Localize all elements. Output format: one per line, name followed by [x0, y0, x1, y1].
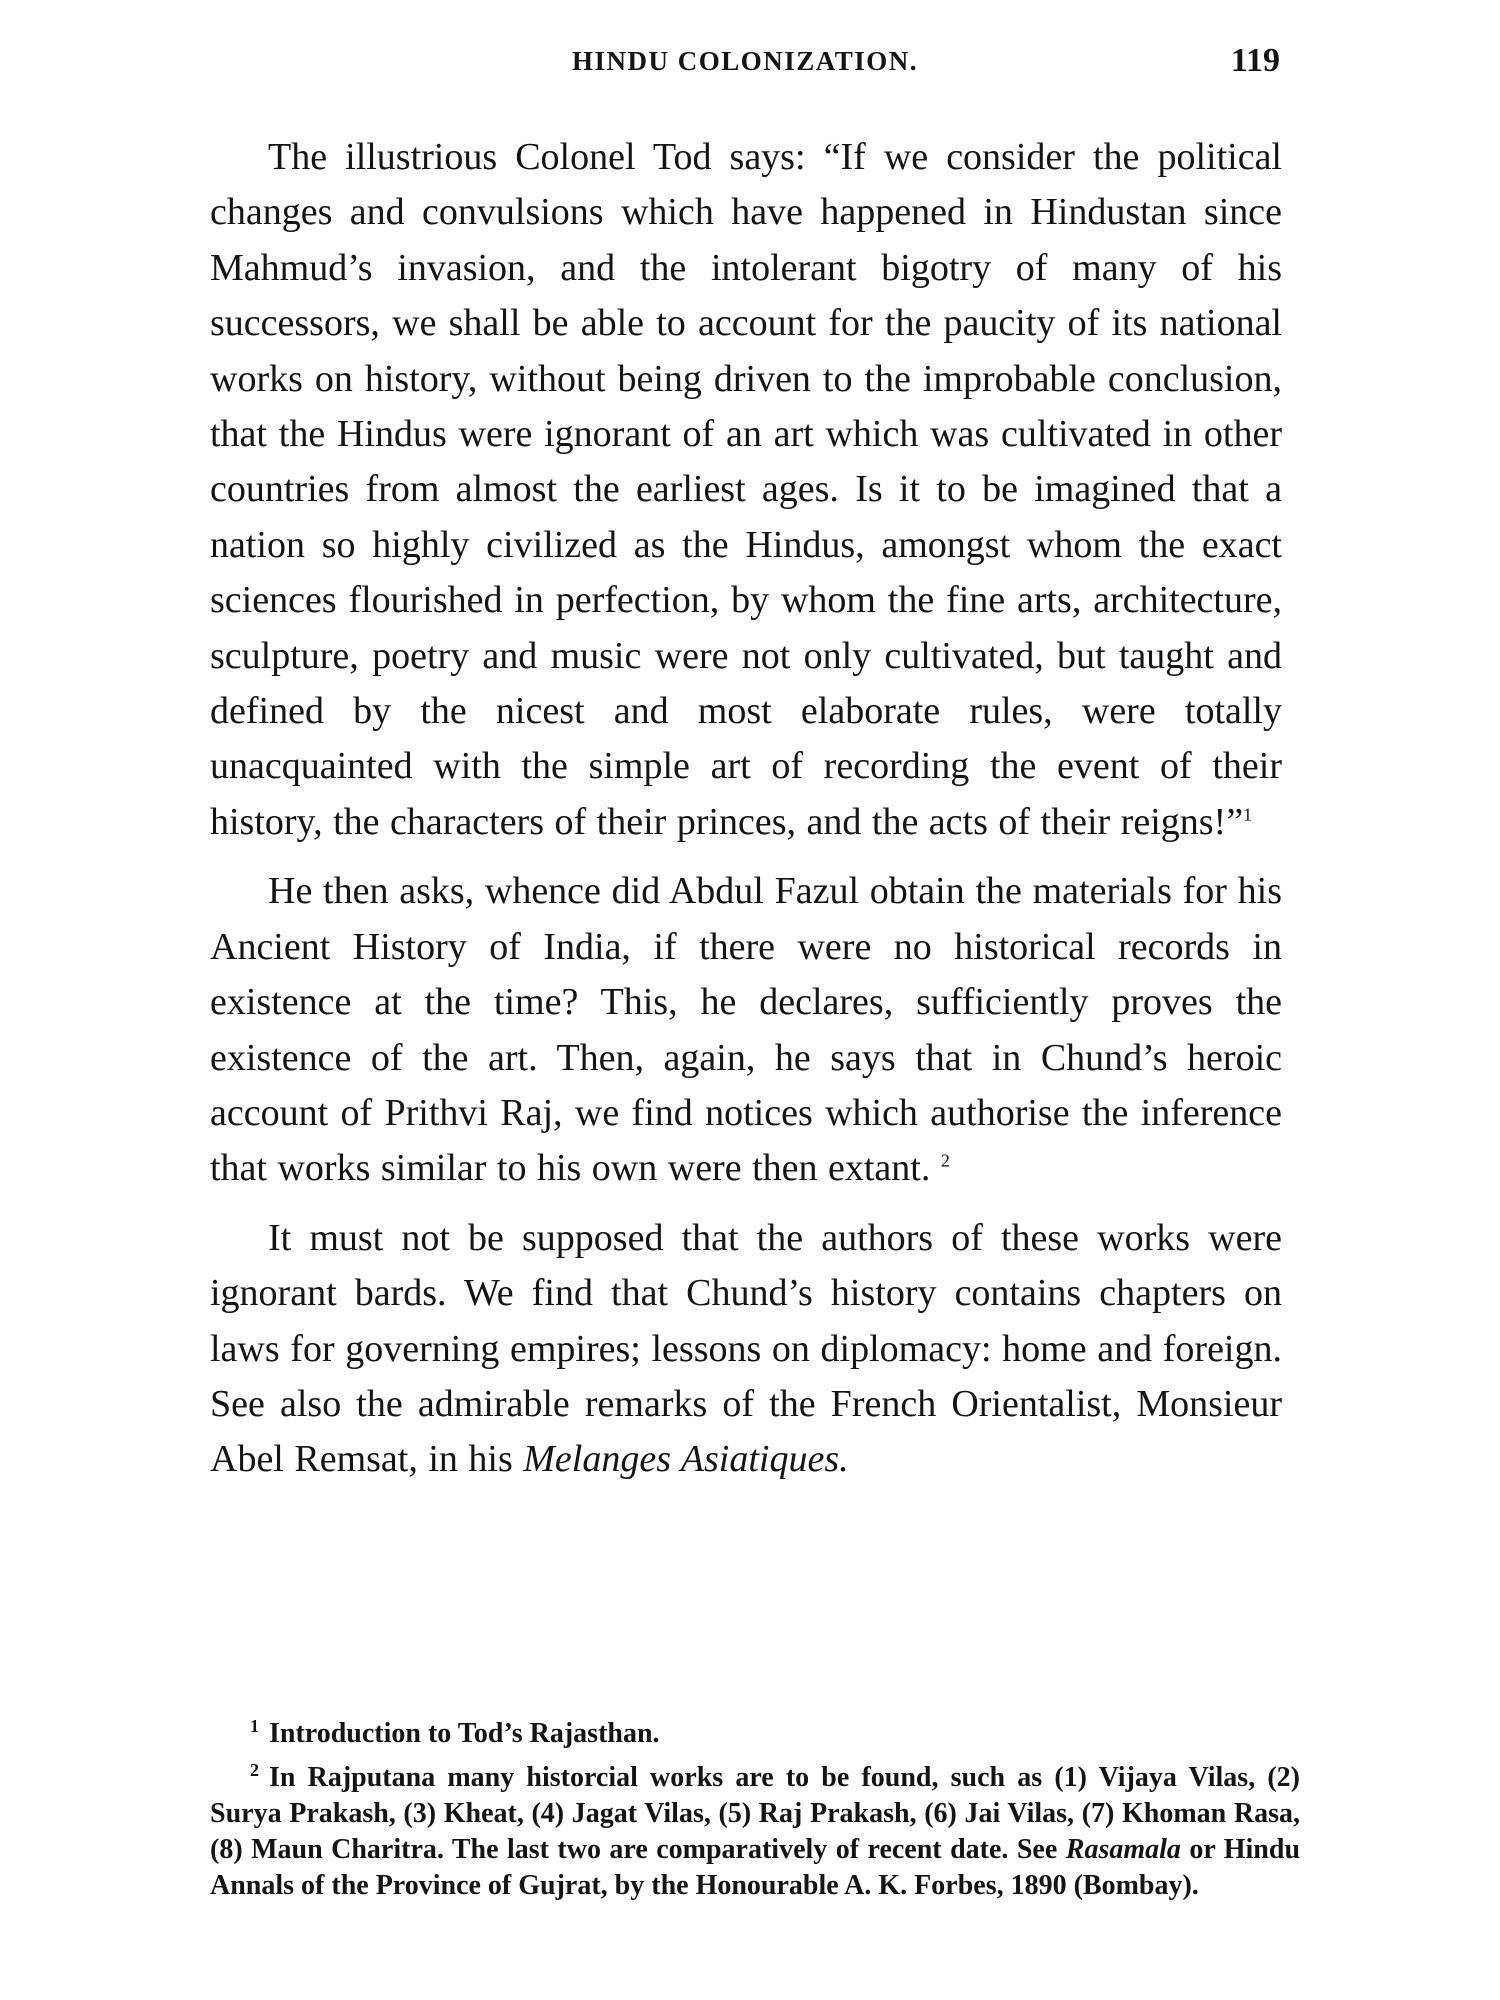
- paragraph-text: He then asks, whence did Abdul Fazul obtain the materials for his Ancient History of India, if there were no historical records in existence at the time? This, he declares, sufficiently proves the existence of the art. Then, again, he says that in Chund’s heroic account of Prithvi Raj, we find notices which authorise the inference that works similar to his own were then extant.: [210, 870, 1282, 1190]
- footnote-reference: 1: [1243, 804, 1253, 825]
- body-text: [210, 130, 1282, 1502]
- paragraph-text: It must not be supposed that the authors of these works were ignorant bards. We find that Chund’s history contains chapters on laws for governing empires; lessons on diplomacy: home and foreign. See also the admirable remarks of the French Orientalist, Monsieur Abel Remsat, in his: [210, 1216, 1282, 1481]
- running-head: HINDU COLONIZATION.: [571, 46, 919, 76]
- footnote-reference: 2: [940, 1150, 950, 1171]
- footnote-text: Introduction to Tod’s Rajasthan.: [269, 1718, 660, 1749]
- footnote-text-after: or Hindu Annals of the Province of Gujrat, by the Honourable A. K. Forbes, 1890 (Bombay).: [210, 1834, 1301, 1901]
- footnote-2: [210, 1760, 1300, 1904]
- page-number: 119: [1230, 42, 1280, 79]
- paragraph-abdul-fazul: [210, 864, 1282, 1196]
- italic-title: Melanges Asiatiques.: [523, 1438, 849, 1481]
- footnote-text: In Rajputana many historcial works are to be found, such as (1) Vijaya Vilas, (2) Surya Prakash, (3) Kheat, (4) Jagat Vilas, (5) Raj Prakash, (6) Jai Vilas, (7) Khoman Rasa, (8) Maun Charitra. The last two are comparatively of recent date. See: [210, 1762, 1300, 1865]
- footnotes: [210, 1716, 1300, 1912]
- page-header: [210, 42, 1280, 88]
- paragraph-text: The illustrious Colonel Tod says: “If we consider the political changes and convulsions which have happened in Hindustan since Mahmud’s invasion, and the intolerant bigotry of many of his successors, we shall be able to account for the paucity of its national works on history, without being driven to the improbable conclusion, that the Hindus were ignorant of an art which was cultivated in other countries from almost the earliest ages. Is it to be imagined that a nation so highly civilized as the Hindus, amongst whom the exact sciences flourished in perfection, by whom the fine arts, architecture, sculpture, poetry and music were not only cultivated, but taught and defined by the nicest and most elaborate rules, were totally unacquainted with the simple art of recording the event of their history, the characters of their princes, and the acts of their reigns!”: [210, 136, 1282, 843]
- footnote-mark: 1: [250, 1715, 259, 1736]
- paragraph-chund-history: [210, 1211, 1282, 1488]
- paragraph-tod-quote: [210, 130, 1282, 850]
- italic-title: Rasamala: [1065, 1834, 1181, 1865]
- footnote-1: [210, 1716, 1300, 1752]
- footnote-mark: 2: [250, 1759, 259, 1780]
